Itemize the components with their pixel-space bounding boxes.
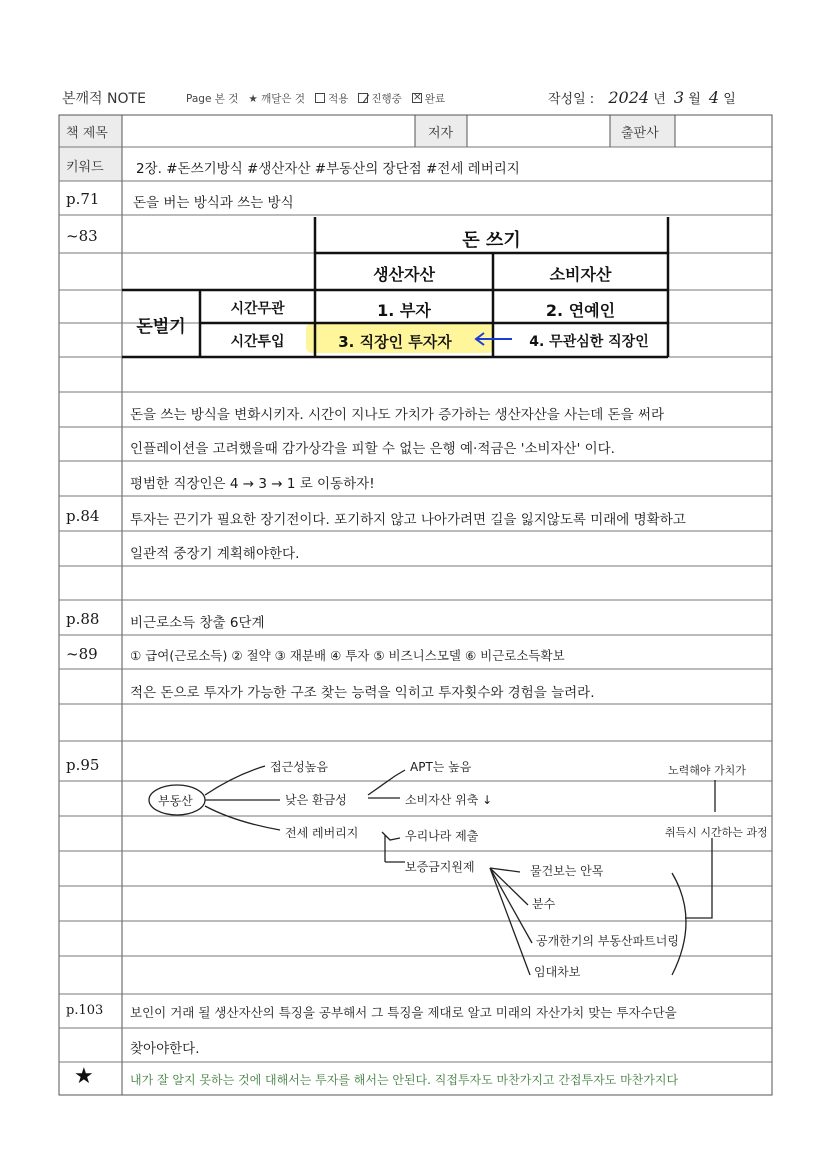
mind-sub: 소비자산 위축 ↓: [405, 793, 493, 807]
legend-apply: 적용: [315, 91, 348, 106]
legend-star: ★ 깨달은 것: [248, 93, 306, 105]
mind-branch: 낮은 환금성: [285, 793, 347, 807]
publisher-label: 출판사: [621, 126, 659, 141]
page-ref: p.95: [66, 756, 100, 774]
author-label: 저자: [428, 126, 454, 141]
date-year: 2024: [608, 88, 650, 107]
legend-done: × 완료: [412, 91, 445, 106]
table-col2: 소비자산: [549, 265, 612, 284]
note-line: 투자는 끈기가 필요한 장기전이다. 포기하지 않고 나아가려면 길을 잃지않도록 미래에 명확하고: [130, 512, 686, 528]
note-line: 일관적 중장기 계획해야한다.: [130, 546, 300, 562]
date-line: 작성일 : 2024 년 3 월 4 일: [548, 88, 736, 107]
star-icon: ★: [74, 1064, 94, 1089]
mind-branch: 접근성높음: [270, 760, 328, 774]
table-col1: 생산자산: [373, 265, 435, 284]
star-note: 내가 잘 알지 못하는 것에 대해서는 투자를 해서는 안된다. 직접투자도 마찬가지고 간접투자도 마찬가지다: [130, 1073, 679, 1087]
date-month: 3: [673, 88, 685, 107]
mind-leaf: 물건보는 안목: [530, 864, 604, 878]
mind-leaf: 공개한기의 부동산파트너링: [536, 934, 679, 948]
table-cell-investor: 3. 직장인 투자자: [338, 333, 452, 351]
legend-page: Page 본 것: [186, 93, 239, 105]
table-cell-celebrity: 2. 연예인: [545, 301, 616, 320]
page-ref: ~83: [66, 227, 98, 245]
mind-sub: APT는 높음: [410, 760, 472, 774]
table-cell-indifferent: 4. 무관심한 직장인: [529, 334, 649, 350]
mind-leaf: 임대차보: [534, 965, 581, 979]
note-line: ① 급여(근로소득) ② 절약 ③ 재분배 ④ 투자 ⑤ 비즈니스모델 ⑥ 비근로소득확보: [130, 648, 565, 663]
note-line: 인플레이션을 고려했을때 감가상각을 피할 수 없는 은행 예·적금은 '소비자산' 이다.: [130, 441, 615, 457]
keyword-value: 2장. #돈쓰기방식 #생산자산 #부동산의 장단점 #전세 레버리지: [136, 161, 520, 177]
table-col-header: 돈 쓰기: [462, 230, 521, 251]
book-title-label: 책 제목: [66, 126, 108, 141]
legend-progress: 진행중: [358, 91, 401, 106]
note-line: 돈을 쓰는 방식을 변화시키자. 시간이 지나도 가치가 증가하는 생산자산을 사는데 돈을 써라: [130, 407, 665, 423]
mind-branch: 전세 레버리지: [285, 826, 359, 840]
table-row1: 시간무관: [230, 301, 285, 317]
note-line: 돈을 버는 방식과 쓰는 방식: [133, 195, 294, 211]
page-ref: p.84: [66, 507, 100, 525]
note-line: 적은 돈으로 투자가 가능한 구조 찾는 능력을 익히고 투자횟수와 경험을 늘려라.: [130, 685, 595, 701]
mind-right: 노력해야 가치가: [668, 764, 746, 777]
note-line: 평범한 직장인은 4 → 3 → 1 로 이동하자!: [130, 476, 375, 492]
table-cell-rich: 1. 부자: [377, 301, 431, 320]
page-ref: ~89: [66, 645, 98, 663]
mind-leaf: 분수: [532, 897, 556, 911]
keyword-label: 키워드: [66, 160, 104, 175]
page-ref: p.71: [66, 190, 100, 208]
note-title: 본깨적 NOTE: [62, 91, 146, 107]
page-ref: p.88: [66, 610, 100, 628]
mind-right: 취득시 시간하는 과정: [665, 826, 768, 839]
note-line: 보인이 거래 될 생산자산의 특징을 공부해서 그 특징을 제대로 알고 미래의 자산가치 맞는 투자수단을: [130, 1005, 677, 1020]
mind-sub: 우리나라 제출: [405, 829, 479, 843]
table-row2: 시간투입: [230, 334, 285, 350]
mind-center: 부동산: [158, 794, 193, 808]
mind-sub: 보증금지원제: [405, 860, 475, 874]
table-row-header: 돈벌기: [136, 317, 186, 337]
note-line: 비근로소득 창출 6단계: [130, 615, 265, 631]
date-day: 4: [708, 88, 720, 107]
note-line: 찾아야한다.: [130, 1041, 200, 1057]
page-ref: p.103: [66, 1003, 104, 1018]
